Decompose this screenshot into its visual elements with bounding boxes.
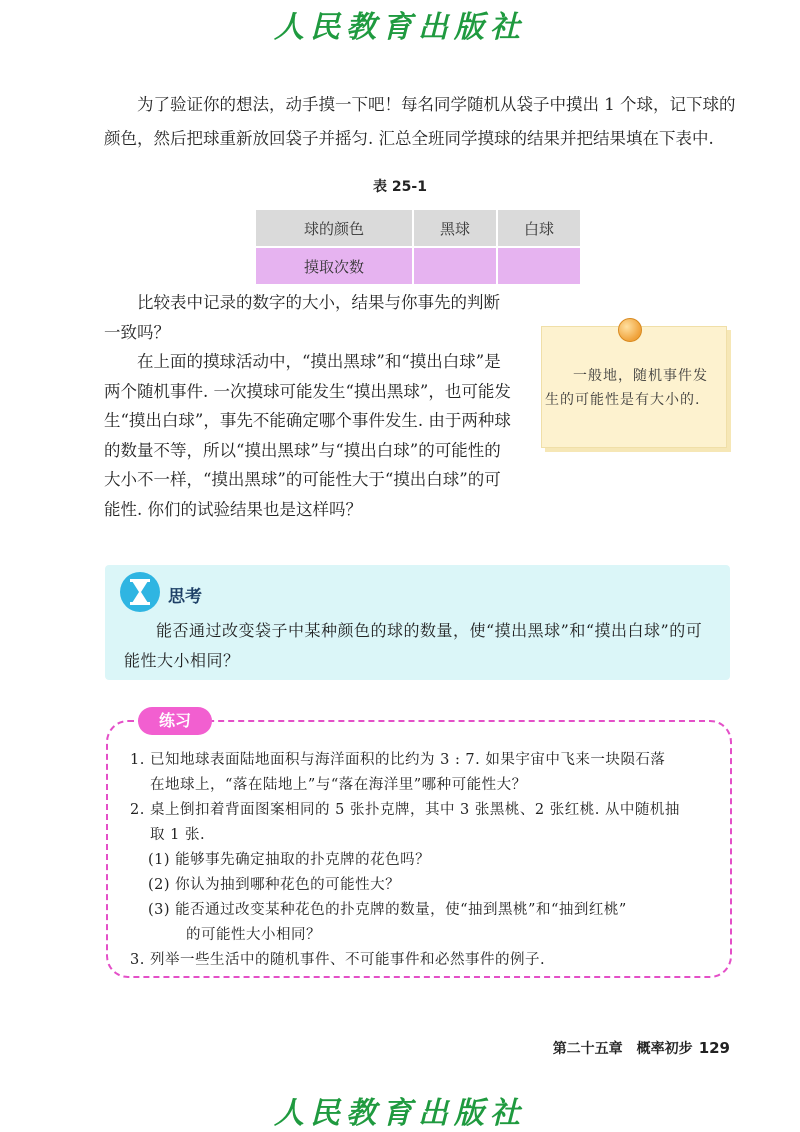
question-text: 已知地球表面陆地面积与海洋面积的比约为 3 : 7. 如果宇宙中飞来一块陨石落 bbox=[150, 752, 666, 768]
list-item: (2) 你认为抽到哪种花色的可能性大？ bbox=[148, 877, 401, 893]
pin-icon bbox=[618, 318, 642, 342]
list-item bbox=[130, 798, 718, 823]
table-row bbox=[255, 247, 581, 285]
table-cell: 黑球 bbox=[413, 209, 497, 247]
list-item: 在地球上，“落在陆地上”与“落在海洋里”哪种可能性大？ bbox=[150, 777, 527, 793]
table-row bbox=[255, 209, 581, 247]
think-text: 能否通过改变袋子中某种颜色的球的数量，使“摸出黑球”和“摸出白球”的可能性大小相同？ bbox=[124, 621, 703, 670]
table-cell: 球的颜色 bbox=[255, 209, 413, 247]
exercise-tag: 练习 bbox=[138, 707, 212, 735]
list-item: 的可能性大小相同？ bbox=[186, 927, 321, 943]
table-cell bbox=[497, 247, 581, 285]
body-text bbox=[104, 288, 516, 524]
table-cell bbox=[413, 247, 497, 285]
chapter-title: 第二十五章 概率初步 bbox=[552, 1041, 693, 1057]
list-item: 取 1 张. bbox=[150, 827, 206, 843]
list-item: (1) 能够事先确定抽取的扑克牌的花色吗？ bbox=[148, 852, 431, 868]
question-number: 2. bbox=[130, 802, 145, 818]
ball-count-table bbox=[254, 208, 582, 286]
question-number: 1. bbox=[130, 752, 145, 768]
page-number: 129 bbox=[698, 1039, 730, 1057]
intro-paragraph: 为了验证你的想法，动手摸一下吧！每名同学随机从袋子中摸出 1 个球，记下球的颜色，然后把球重新放回袋子并摇匀. 汇总全班同学摸球的结果并把结果填在下表中. bbox=[104, 95, 736, 148]
list-item bbox=[130, 948, 718, 973]
table-caption: 表 25-1 bbox=[373, 179, 427, 195]
hourglass-icon bbox=[120, 572, 160, 612]
body-paragraph-1: 比较表中记录的数字的大小，结果与你事先的判断一致吗？ bbox=[104, 293, 500, 342]
question-number: 3. bbox=[130, 952, 145, 968]
exercise-list bbox=[130, 748, 718, 973]
think-title: 思考 bbox=[168, 587, 202, 607]
table-cell: 白球 bbox=[497, 209, 581, 247]
side-note-text: 一般地，随机事件发生的可能性是有大小的. bbox=[545, 368, 708, 408]
question-text: 列举一些生活中的随机事件、不可能事件和必然事件的例子. bbox=[150, 952, 546, 968]
publisher-logo-top: 人民教育出版社 bbox=[274, 10, 526, 45]
list-item: (3) 能否通过改变某种花色的扑克牌的数量，使“抽到黑桃”和“抽到红桃” bbox=[148, 902, 627, 918]
table-cell: 摸取次数 bbox=[255, 247, 413, 285]
list-item bbox=[130, 748, 718, 773]
question-text: 桌上倒扣着背面图案相同的 5 张扑克牌，其中 3 张黑桃、2 张红桃. 从中随机抽 bbox=[150, 802, 680, 818]
publisher-logo-bottom: 人民教育出版社 bbox=[274, 1096, 526, 1131]
page-footer bbox=[460, 1038, 730, 1058]
body-paragraph-2: 在上面的摸球活动中，“摸出黑球”和“摸出白球”是两个随机事件. 一次摸球可能发生“摸出黑球”，也可能发生“摸出白球”，事先不能确定哪个事件发生. 由于两种球的数量不等，所以“摸出黑球”与“摸出白球”的可能性的大小不一样，“摸出黑球”的可能性大于“摸出白球”的可能性. 你们的试验结果也是这样吗？ bbox=[104, 352, 511, 519]
